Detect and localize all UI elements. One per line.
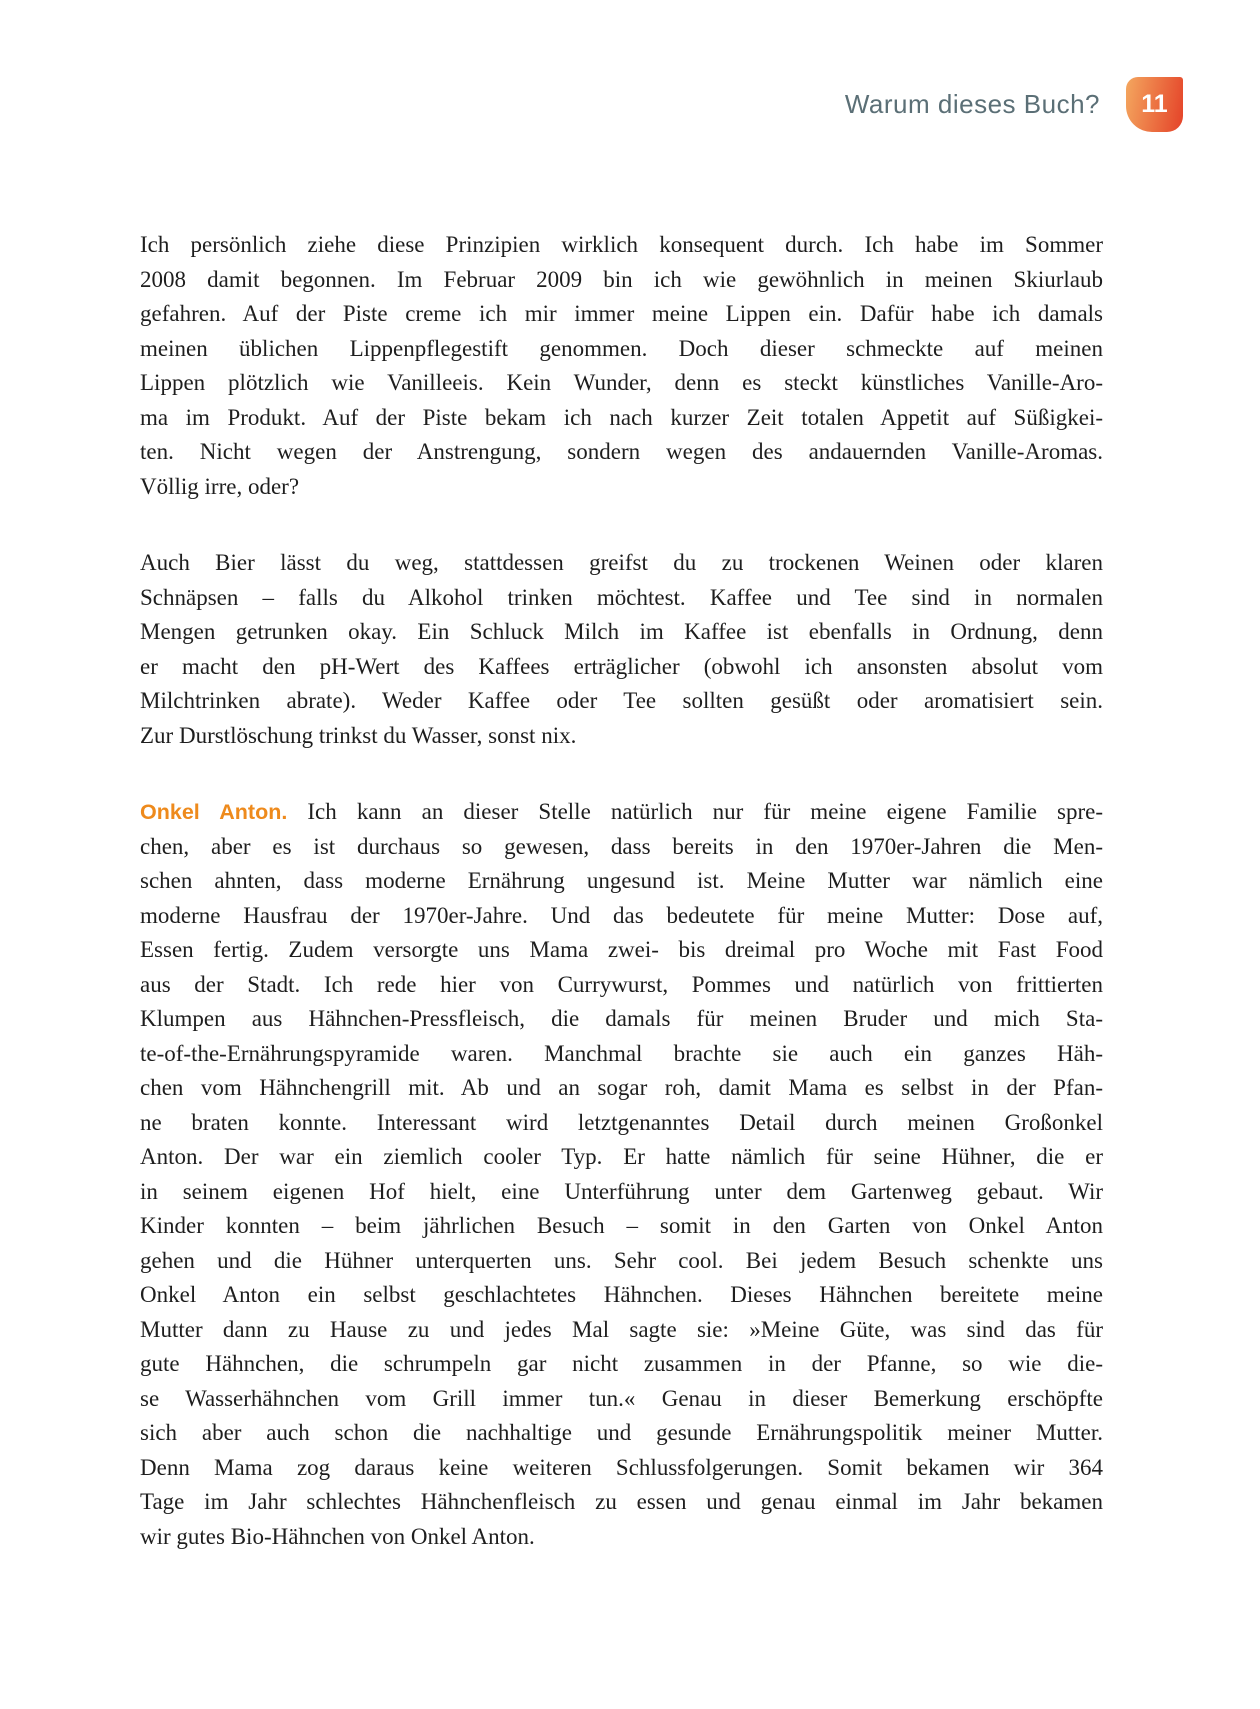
text-line: Auch Bier lässt du weg, stattdessen greifst du zu trockenen Weinen oder klaren bbox=[140, 550, 1103, 575]
text-line: Anton. Der war ein ziemlich cooler Typ. Er hatte nämlich für seine Hühner, die er bbox=[140, 1144, 1103, 1169]
paragraph bbox=[140, 795, 1103, 1554]
text-line: te-of-the-Ernährungspyramide waren. Manchmal brachte sie auch ein ganzes Häh- bbox=[140, 1040, 1103, 1066]
text-line: ne braten konnte. Interessant wird letztgenanntes Detail durch meinen Großonkel bbox=[140, 1109, 1103, 1135]
page-number: 11 bbox=[1141, 90, 1168, 118]
text-line: Kinder konnten – beim jährlichen Besuch – somit in den Garten von Onkel Anton bbox=[140, 1213, 1103, 1238]
page-number-badge bbox=[1126, 77, 1183, 132]
text-line: gehen und die Hühner unterquerten uns. Sehr cool. Bei jedem Besuch schenkte uns bbox=[140, 1247, 1103, 1273]
text-line: chen, aber es ist durchaus so gewesen, dass bereits in den 1970er-Jahren die Men- bbox=[140, 833, 1103, 859]
text-line: Onkel Anton ein selbst geschlachtetes Hähnchen. Dieses Hähnchen bereitete meine bbox=[140, 1282, 1103, 1307]
text-line: aus der Stadt. Ich rede hier von Currywurst, Pommes und natürlich von frittierten bbox=[140, 971, 1103, 997]
text-line: Lippen plötzlich wie Vanilleeis. Kein Wunder, denn es steckt künstliches Vanille-Aro- bbox=[140, 370, 1103, 395]
text-line: gute Hähnchen, die schrumpeln gar nicht zusammen in der Pfanne, so wie die- bbox=[140, 1351, 1103, 1376]
text-line: Klumpen aus Hähnchen-Pressfleisch, die damals für meinen Bruder und mich Sta- bbox=[140, 1006, 1103, 1031]
text-line: 2008 damit begonnen. Im Februar 2009 bin ich wie gewöhnlich in meinen Skiurlaub bbox=[140, 266, 1103, 292]
text-line: Denn Mama zog daraus keine weiteren Schlussfolgerungen. Somit bekamen wir 364 bbox=[140, 1454, 1103, 1480]
text-line: chen vom Hähnchengrill mit. Ab und an sogar roh, damit Mama es selbst in der Pfan- bbox=[140, 1075, 1103, 1100]
text-line: Tage im Jahr schlechtes Hähnchenfleisch zu essen und genau einmal im Jahr bekamen bbox=[140, 1489, 1103, 1514]
paragraph bbox=[140, 546, 1103, 753]
text-line: ten. Nicht wegen der Anstrengung, sondern wegen des andauernden Vanille-Aromas. bbox=[140, 439, 1103, 464]
text-line: Mengen getrunken okay. Ein Schluck Milch im Kaffee ist ebenfalls in Ordnung, denn bbox=[140, 619, 1103, 644]
text-line: Zur Durstlöschung trinkst du Wasser, sonst nix. bbox=[140, 722, 577, 748]
text-line: se Wasserhähnchen vom Grill immer tun.« Genau in dieser Bemerkung erschöpfte bbox=[140, 1385, 1103, 1411]
text-line: in seinem eigenen Hof hielt, eine Unterführung unter dem Gartenweg gebaut. Wir bbox=[140, 1178, 1103, 1204]
text-line: Milchtrinken abrate). Weder Kaffee oder Tee sollten gesüßt oder aromatisiert sein. bbox=[140, 688, 1103, 713]
text-line: er macht den pH-Wert des Kaffees erträglicher (obwohl ich ansonsten absolut vom bbox=[140, 653, 1103, 679]
text-line: Ich persönlich ziehe diese Prinzipien wirklich konsequent durch. Ich habe im Sommer bbox=[140, 232, 1103, 257]
text-line: Mutter dann zu Hause zu und jedes Mal sagte sie: »Meine Güte, was sind das für bbox=[140, 1316, 1103, 1342]
text-line: gefahren. Auf der Piste creme ich mir immer meine Lippen ein. Dafür habe ich damals bbox=[140, 301, 1103, 326]
text-line: Onkel Anton. Ich kann an dieser Stelle natürlich nur für meine eigene Familie spre- bbox=[140, 799, 1103, 824]
text-line: Schnäpsen – falls du Alkohol trinken möchtest. Kaffee und Tee sind in normalen bbox=[140, 584, 1103, 610]
text-block bbox=[140, 228, 1103, 1554]
text-line: sich aber auch schon die nachhaltige und gesunde Ernährungspolitik meiner Mutter. bbox=[140, 1420, 1103, 1445]
text-line: moderne Hausfrau der 1970er-Jahre. Und das bedeutete für meine Mutter: Dose auf, bbox=[140, 902, 1103, 928]
text-line: ma im Produkt. Auf der Piste bekam ich nach kurzer Zeit totalen Appetit auf Süßigkei- bbox=[140, 404, 1103, 430]
paragraph-lead: Onkel Anton. bbox=[140, 800, 288, 824]
paragraph bbox=[140, 228, 1103, 504]
text-line: wir gutes Bio-Hähnchen von Onkel Anton. bbox=[140, 1523, 535, 1549]
running-header-title: Warum dieses Buch? bbox=[844, 89, 1100, 119]
text-line: Völlig irre, oder? bbox=[140, 473, 300, 499]
text-line: meinen üblichen Lippenpflegestift genommen. Doch dieser schmeckte auf meinen bbox=[140, 335, 1103, 361]
text-line: Essen fertig. Zudem versorgte uns Mama zwei- bis dreimal pro Woche mit Fast Food bbox=[140, 937, 1103, 962]
running-header bbox=[140, 77, 1183, 132]
text-line: schen ahnten, dass moderne Ernährung ungesund ist. Meine Mutter war nämlich eine bbox=[140, 868, 1103, 893]
